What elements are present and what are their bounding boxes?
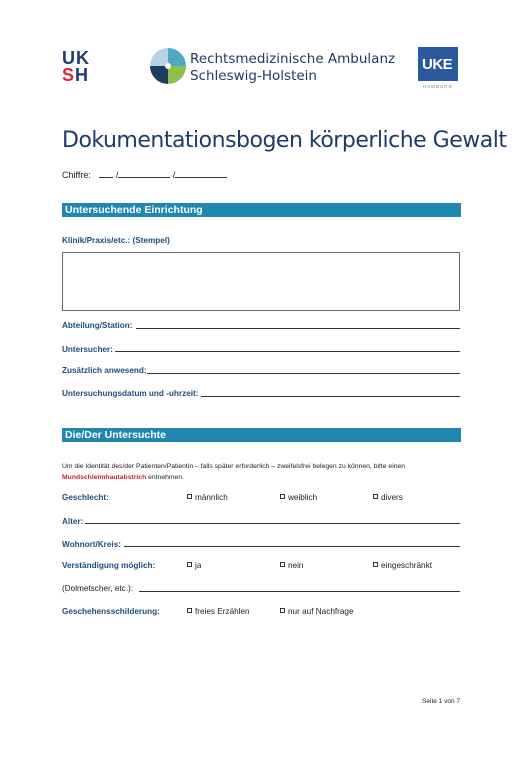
zusaetzlich-field[interactable]: [147, 373, 460, 374]
chiffre-row: Chiffre: / /: [62, 169, 227, 180]
uksh-logo-s: S: [62, 65, 76, 85]
checkbox-icon[interactable]: [280, 562, 285, 567]
uke-logo-sub: HAMBURG: [422, 84, 453, 89]
wohnort-field[interactable]: [124, 546, 460, 547]
dolmetscher-field[interactable]: [139, 591, 460, 592]
abteilung-label: Abteilung/Station:: [62, 321, 133, 330]
checkbox-icon[interactable]: [373, 494, 378, 499]
chiffre-label: Chiffre:: [62, 170, 91, 180]
stempel-field[interactable]: [62, 252, 460, 311]
page-number: Seite 1 von 7: [422, 698, 460, 705]
verstaendigung-option-nein[interactable]: [280, 561, 303, 570]
alter-label: Alter:: [62, 517, 84, 526]
geschehen-option-frei[interactable]: [187, 607, 250, 616]
abteilung-field[interactable]: [136, 328, 460, 329]
rechtsmedizin-logo-icon: [150, 48, 186, 84]
option-label: eingeschränkt: [381, 561, 432, 570]
verstaendigung-label: Verständigung möglich:: [62, 561, 156, 570]
chiffre-field-3[interactable]: [175, 169, 227, 178]
chiffre-field-1[interactable]: [99, 169, 113, 178]
uke-logo-label: UKE: [422, 56, 453, 73]
uksh-logo-h: H: [75, 65, 90, 85]
info-text-1: Um die Identität des/der Patienten/Patientin – falls später erforderlich – zweifelsfrei belegen zu können, bitte einen: [62, 463, 406, 470]
datum-label: Untersuchungsdatum und -uhrzeit:: [62, 389, 199, 398]
untersucher-label: Untersucher:: [62, 345, 113, 354]
geschlecht-option-maennlich[interactable]: [187, 493, 228, 502]
option-label: nein: [288, 561, 304, 570]
page-title: Dokumentationsbogen körperliche Gewalt: [62, 128, 507, 153]
option-label: nur auf Nachfrage: [288, 607, 354, 616]
checkbox-icon[interactable]: [187, 494, 192, 499]
datum-field[interactable]: [201, 396, 460, 397]
klinik-label: Klinik/Praxis/etc.: (Stempel): [62, 236, 170, 245]
checkbox-icon[interactable]: [280, 494, 285, 499]
wohnort-label: Wohnort/Kreis:: [62, 540, 121, 549]
ambulanz-line1: Rechtsmedizinische Ambulanz: [190, 51, 396, 67]
uksh-logo: [62, 50, 102, 84]
geschehen-label: Geschehensschilderung:: [62, 607, 160, 616]
untersucher-field[interactable]: [115, 351, 460, 352]
checkbox-icon[interactable]: [373, 562, 378, 567]
checkbox-icon[interactable]: [280, 608, 285, 613]
ambulanz-line2: Schleswig-Holstein: [190, 68, 317, 84]
option-label: divers: [381, 493, 403, 502]
verstaendigung-option-ja[interactable]: [187, 561, 201, 570]
uksh-logo-line1: UK: [62, 48, 90, 68]
uke-logo: [418, 47, 458, 81]
dolmetscher-label: (Dolmetscher, etc.):: [62, 584, 133, 593]
verstaendigung-option-eingeschraenkt[interactable]: [373, 561, 432, 570]
info-text-2: entnehmen.: [146, 474, 185, 481]
section-untersuchte: Die/Der Untersuchte: [62, 428, 461, 442]
checkbox-icon[interactable]: [187, 608, 192, 613]
info-highlight: Mundschleimhautabstrich: [62, 474, 147, 481]
info-text: [62, 461, 462, 483]
zusaetzlich-label: Zusätzlich anwesend:: [62, 366, 147, 375]
option-label: ja: [195, 561, 202, 570]
checkbox-icon[interactable]: [187, 562, 192, 567]
geschehen-option-nachfrage[interactable]: [280, 607, 354, 616]
option-label: männlich: [195, 493, 228, 502]
geschlecht-option-divers[interactable]: [373, 493, 403, 502]
section-untersuchende-einrichtung: Untersuchende Einrichtung: [62, 203, 461, 217]
geschlecht-option-weiblich[interactable]: [280, 493, 317, 502]
geschlecht-label: Geschlecht:: [62, 493, 109, 502]
ambulanz-name: [190, 51, 395, 85]
alter-field[interactable]: [85, 523, 460, 524]
option-label: freies Erzählen: [195, 607, 250, 616]
chiffre-field-2[interactable]: [118, 169, 170, 178]
option-label: weiblich: [288, 493, 318, 502]
